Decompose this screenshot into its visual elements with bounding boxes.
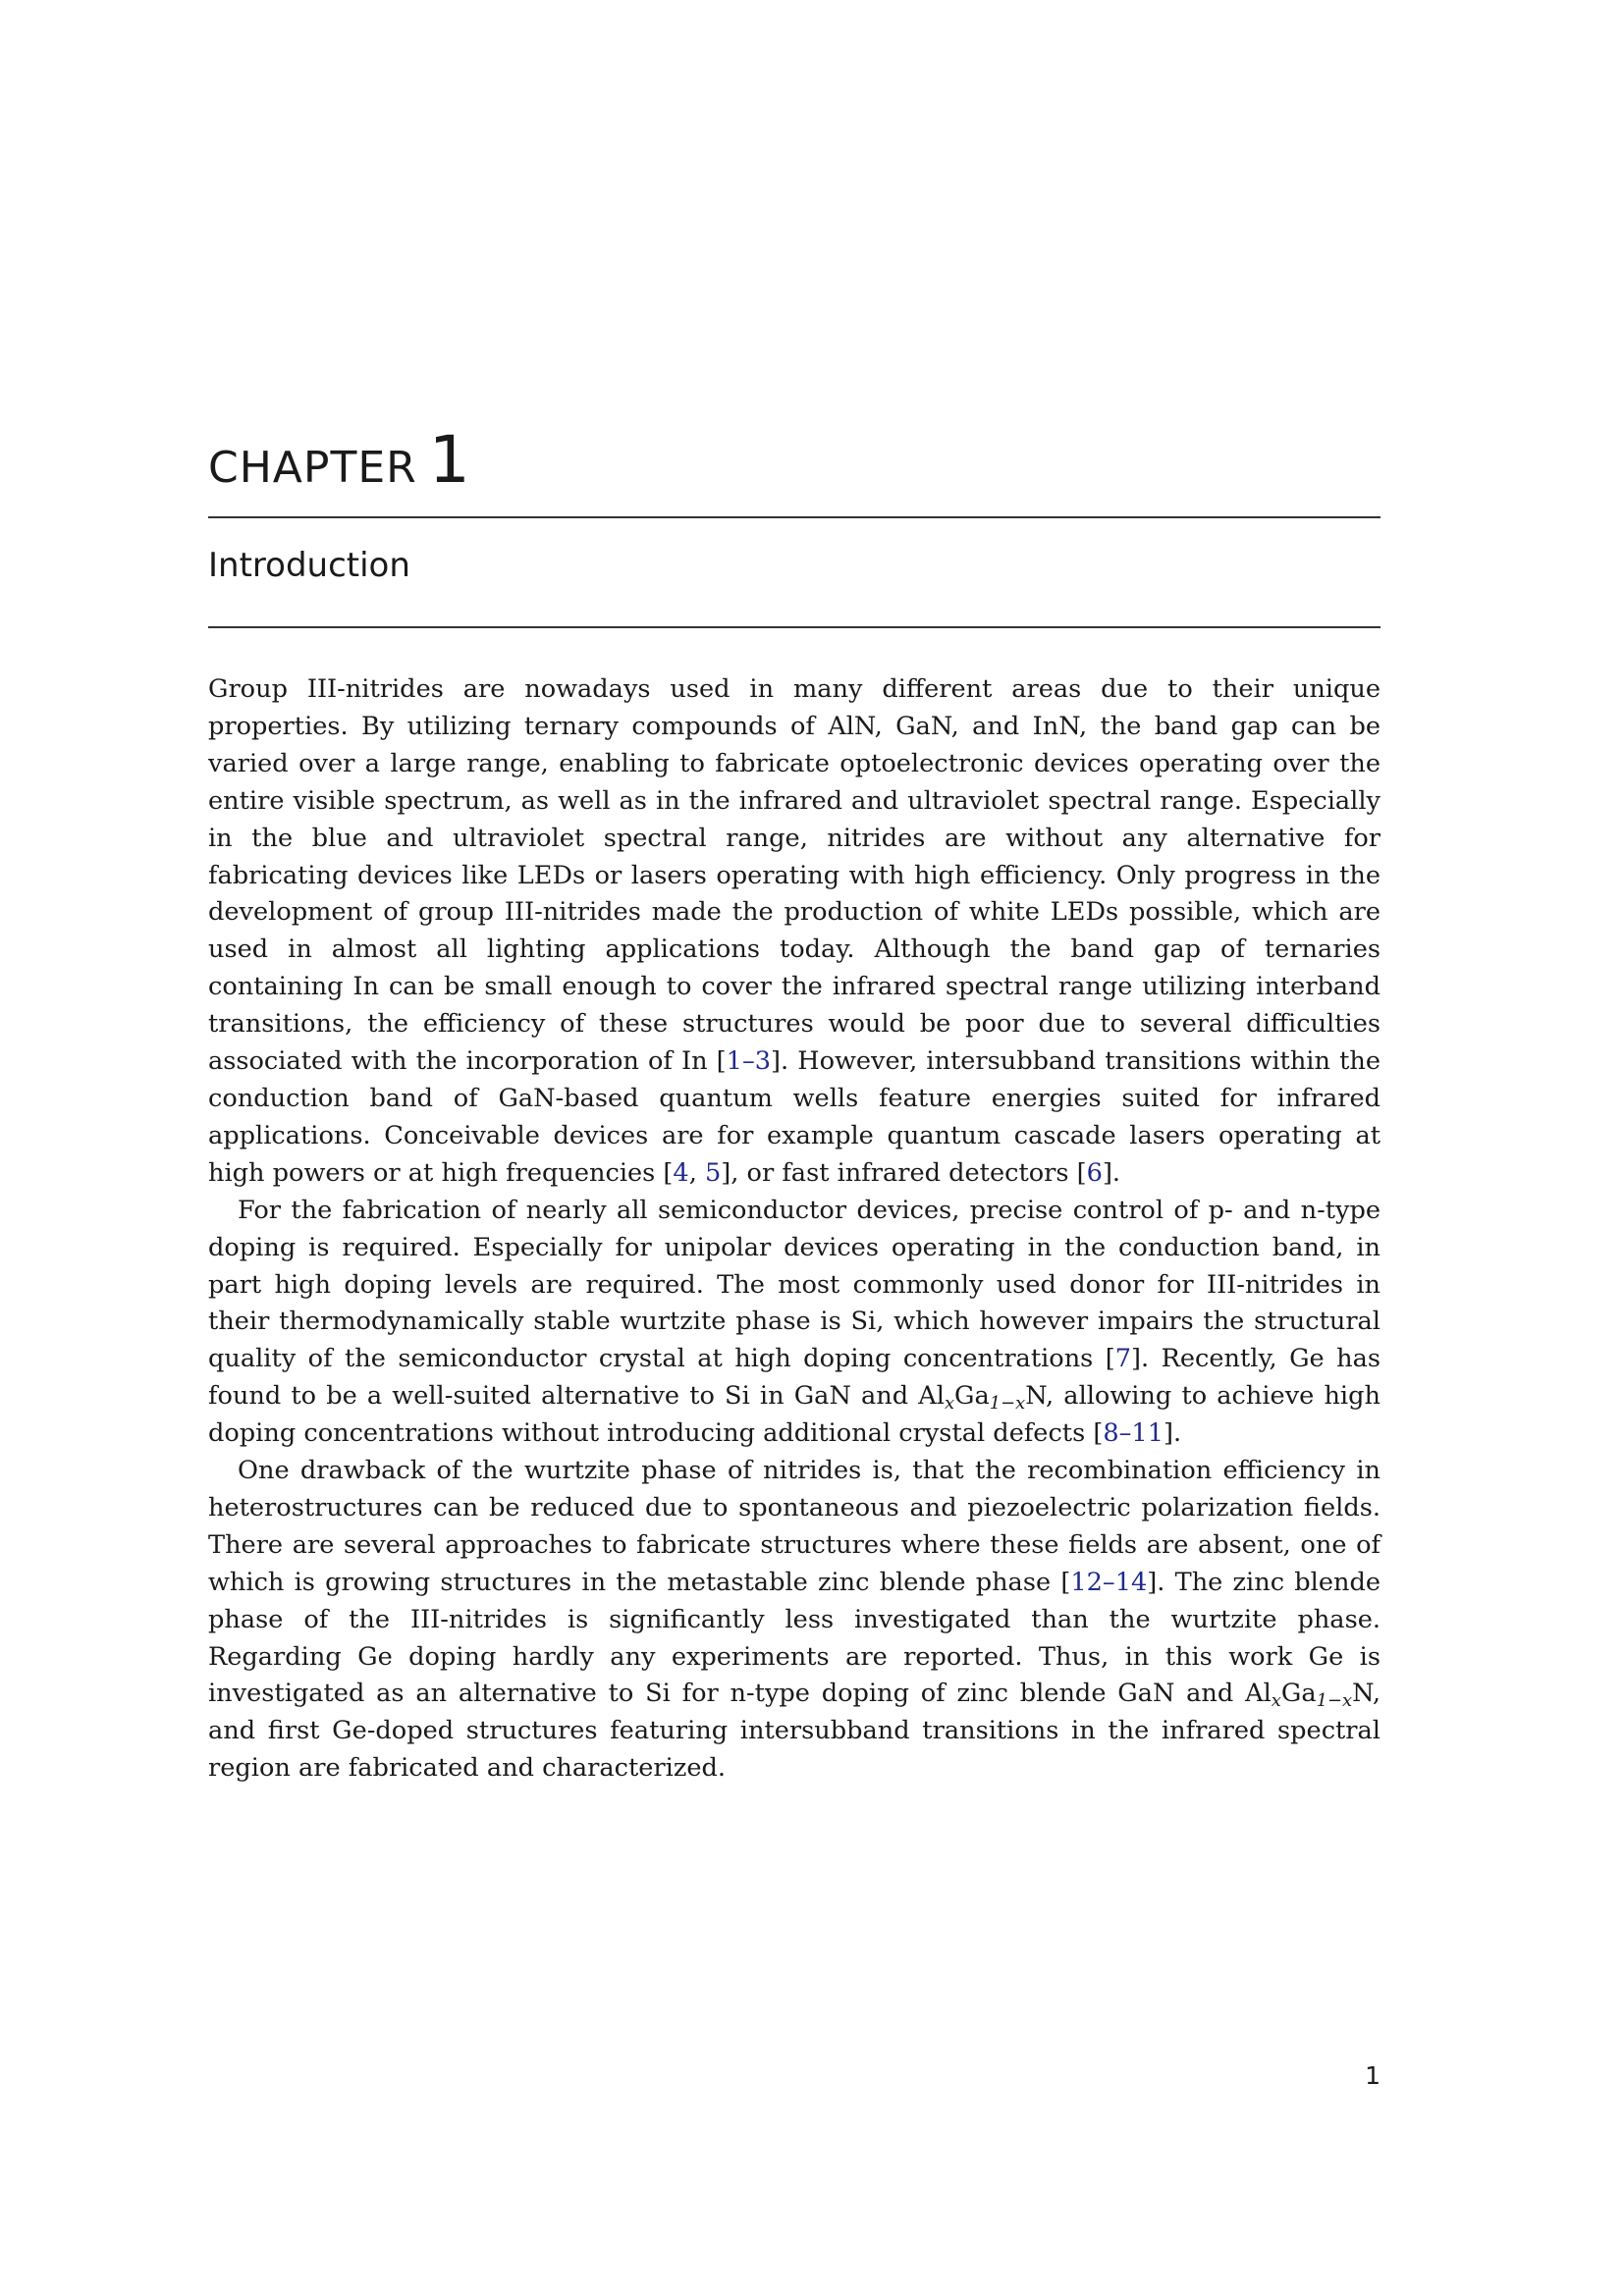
chapter-label: CHAPTER xyxy=(208,443,417,493)
text-segment: Ga xyxy=(1280,1679,1317,1709)
text-segment: ]. xyxy=(1163,1418,1182,1449)
paragraph xyxy=(208,1453,1380,1788)
text-segment: , xyxy=(688,1157,705,1188)
paragraph xyxy=(208,1193,1380,1453)
text-segment: For the fabrication of nearly all semiconductor devices, precise control of p- and n-type doping is required. Especially for unipolar devices operating in the conduction band, in part high doping levels are required. The most commonly used donor for III-nitrides in their thermodynamically stable wurtzite phase is Si, which however impairs the structural quality of the semiconductor crystal at high doping concentrations [ xyxy=(208,1195,1380,1374)
text-segment: One drawback of the wurtzite phase of nitrides is, that the recombination efficiency in heterostructures can be reduced due to spontaneous and piezoelectric polarization fields. There are several approaches to fabricate structures where these fields are absent, one of which is growing structures in the metastable zinc blende phase [ xyxy=(208,1456,1380,1597)
chapter-heading xyxy=(208,422,470,498)
text-segment: Ga xyxy=(954,1381,990,1412)
text-segment: ]. xyxy=(1102,1157,1121,1188)
chapter-title: Introduction xyxy=(208,546,410,585)
text-segment: ], or fast infrared detectors [ xyxy=(721,1157,1087,1188)
text-segment: Group III-nitrides are nowadays used in many different areas due to their unique properties. By utilizing ternary compounds of AlN, GaN, and InN, the band gap can be varied over a large range, enabling to fabricate optoelectronic devices operating over the entire visible spectrum, as well as in the infrared and ultraviolet spectral range. Especially in the blue and ultraviolet spectral range, nitrides are without any alternative for fabricating devices like LEDs or lasers operating with high efficiency. Only progress in the development of group III-nitrides made the production of white LEDs possible, which are used in almost all lighting applications today. Although the band gap of ternaries containing In can be small enough to cover the infrared spectral range utilizing interband transitions, the efficiency of these structures would be poor due to several difficulties associated with the incorporation of In [ xyxy=(208,674,1380,1077)
citation-link[interactable]: 7 xyxy=(1114,1344,1132,1374)
chapter-bottom-rule xyxy=(208,626,1380,628)
text-segment: ]. The zinc blende phase of the III-nitrides is significantly less investigated than the wurtzite phase. Regarding Ge doping hardly any experiments are reported. Thus, in this work Ge is investigated as an alternative to Si for n-type doping of zinc blende GaN and Al xyxy=(208,1567,1380,1709)
chapter-top-rule xyxy=(208,516,1380,518)
citation-link[interactable]: 5 xyxy=(705,1157,722,1188)
citation-link[interactable]: 6 xyxy=(1086,1157,1103,1188)
citation-link[interactable]: 4 xyxy=(673,1157,689,1188)
paragraph xyxy=(208,671,1380,1193)
subscript: x xyxy=(1271,1690,1281,1712)
chapter-number: 1 xyxy=(428,422,470,498)
subscript: x xyxy=(944,1393,955,1415)
citation-link[interactable]: 12–14 xyxy=(1070,1567,1148,1597)
text-segment: ]. Recently, Ge has found to be a well-suited alternative to Si in GaN and Al xyxy=(208,1344,1381,1412)
citation-link[interactable]: 8–11 xyxy=(1103,1418,1164,1449)
text-segment: ]. However, intersubband transitions within the conduction band of GaN-based quantum wells feature energies suited for infrared applications. Conceivable devices are for example quantum cascade lasers operating at high powers or at high frequencies [ xyxy=(208,1046,1380,1188)
text-segment: N, allowing to achieve high doping concentrations without introducing additional crystal defects [ xyxy=(208,1381,1380,1449)
page-number: 1 xyxy=(1365,2061,1380,2090)
citation-link[interactable]: 1–3 xyxy=(726,1046,772,1077)
subscript: 1−x xyxy=(989,1393,1026,1415)
text-segment: N, and first Ge-doped structures featuring intersubband transitions in the infrared spectral region are fabricated and characterized. xyxy=(208,1679,1380,1784)
subscript: 1−x xyxy=(1316,1690,1353,1712)
body-text xyxy=(208,671,1380,1788)
